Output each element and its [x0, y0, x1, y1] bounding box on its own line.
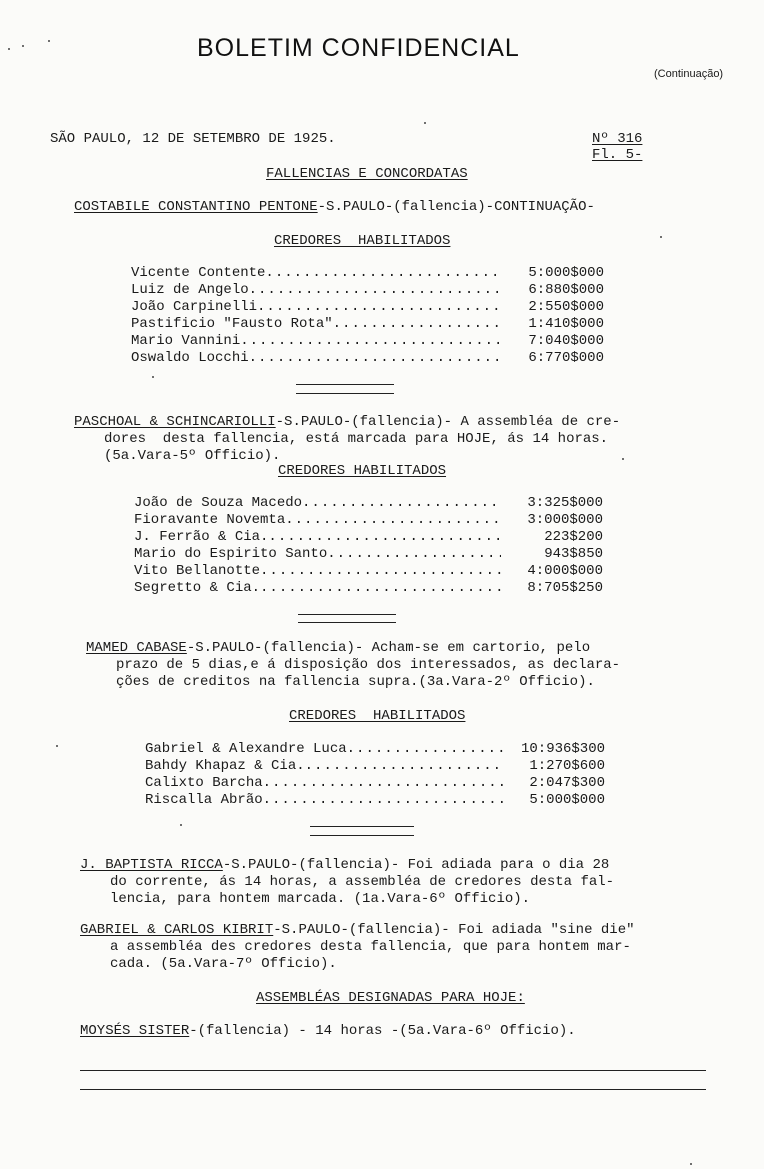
document-title: BOLETIM CONFIDENCIAL — [197, 34, 520, 62]
scan-speck — [56, 745, 58, 747]
case-heading — [86, 640, 590, 657]
creditor-amount: 6:880$000 — [528, 282, 604, 298]
creditor-amount: 4:000$000 — [527, 563, 603, 579]
creditor-amount: 5:000$000 — [529, 792, 605, 808]
scan-speck — [622, 458, 624, 460]
creditor-name: Vicente Contente — [131, 265, 266, 281]
creditor-name: Fioravante Novemta — [134, 512, 286, 528]
case-text-line: cada. (5a.Vara-7º Officio). — [110, 956, 337, 972]
creditor-row — [134, 529, 603, 546]
case-text-line: lencia, para hontem marcada. (1a.Vara-6º Officio). — [110, 891, 531, 907]
scan-speck — [424, 122, 426, 124]
divider — [298, 622, 396, 623]
case-heading-text: -S.PAULO-(fallencia)- Acham-se em cartorio, pelo — [186, 640, 591, 656]
creditor-amount: 2:550$000 — [528, 299, 604, 315]
divider — [296, 393, 394, 394]
section-title: FALLENCIAS E CONCORDATAS — [266, 166, 468, 182]
creditor-amount: 5:000$000 — [528, 265, 604, 281]
case-text-line: do corrente, ás 14 horas, a assembléa de credores desta fal- — [110, 874, 615, 890]
case-heading — [74, 414, 620, 431]
assembly-text: -(fallencia) - 14 horas -(5a.Vara-6º Officio). — [189, 1023, 576, 1039]
creditor-amount: 3:000$000 — [527, 512, 603, 528]
date-line: SÃO PAULO, 12 DE SETEMBRO DE 1925. — [50, 131, 336, 147]
case-text-line: a assembléa des credores desta fallencia, que para hontem mar- — [110, 939, 631, 955]
creditor-row — [131, 299, 604, 316]
assembly-name: MOYSÉS SISTER — [80, 1023, 190, 1039]
creditor-name: João de Souza Macedo — [134, 495, 303, 511]
case-name: MAMED CABASE — [86, 640, 187, 656]
creditor-amount: 8:705$250 — [527, 580, 603, 596]
creditor-name: Segretto & Cia. — [134, 580, 261, 596]
creditor-row — [131, 265, 604, 282]
creditor-amount: 3:325$000 — [527, 495, 603, 511]
assemblies-title: ASSEMBLÉAS DESIGNADAS PARA HOJE: — [256, 990, 525, 1006]
scan-speck — [48, 40, 50, 42]
case-heading — [80, 922, 635, 939]
case-heading-text: -S.PAULO-(fallencia)- Foi adiada para o dia 28 — [222, 857, 610, 873]
creditor-amount: 10:936$300 — [520, 741, 605, 757]
creditor-name: J. Ferrão & Cia. — [134, 529, 269, 545]
case-text-line: ções de creditos na fallencia supra.(3a.Vara-2º Officio). — [116, 674, 595, 690]
creditor-name: Vito Bellanotte — [134, 563, 261, 579]
creditor-row — [134, 563, 603, 580]
creditor-row — [131, 282, 604, 299]
creditor-name: Luiz de Angelo — [131, 282, 249, 298]
creditor-row — [131, 333, 604, 350]
creditor-name: João Carpinelli — [131, 299, 258, 315]
scan-speck — [660, 236, 662, 238]
creditors-title: CREDORES HABILITADOS — [289, 708, 466, 724]
closing-rule — [80, 1089, 706, 1090]
divider — [296, 384, 394, 385]
case-text-line: prazo de 5 dias,e á disposição dos interessados, as declara- — [116, 657, 621, 673]
creditor-row — [145, 792, 605, 809]
sheet-number: Fl. 5- — [592, 147, 643, 163]
case-text-line: (5a.Vara-5º Officio). — [104, 448, 281, 464]
case-name: J. BAPTISTA RICCA — [80, 857, 223, 873]
creditor-row — [134, 512, 603, 529]
divider — [298, 614, 396, 615]
creditor-row — [134, 580, 603, 597]
creditor-name: Riscalla Abrão — [145, 792, 263, 808]
creditor-name: Oswaldo Locchi — [131, 350, 249, 366]
creditor-amount: 7:040$000 — [528, 333, 604, 349]
closing-rule — [80, 1070, 706, 1071]
creditor-name: Mario do Espirito Santo — [134, 546, 328, 562]
creditor-name: Calixto Barcha — [145, 775, 263, 791]
creditor-row — [145, 741, 605, 758]
creditor-row — [145, 775, 605, 792]
creditors-title: CREDORES HABILITADOS — [274, 233, 451, 249]
bulletin-number: Nº 316 — [592, 131, 643, 147]
creditor-row — [134, 495, 603, 512]
creditor-name: Mario Vannini — [131, 333, 241, 349]
case-heading-text: -S.PAULO-(fallencia)- Foi adiada "sine die" — [273, 922, 635, 938]
continuation-note: (Continuação) — [654, 68, 724, 80]
case-name: PASCHOAL & SCHINCARIOLLI — [74, 414, 276, 430]
case-heading — [80, 857, 609, 874]
case-heading-text: -S.PAULO-(fallencia)- A assembléa de cre- — [275, 414, 621, 430]
case-name: GABRIEL & CARLOS KIBRIT — [80, 922, 274, 938]
scan-speck — [152, 376, 154, 378]
divider — [310, 835, 414, 836]
creditor-amount: 2:047$300 — [529, 775, 605, 791]
case-name: COSTABILE CONSTANTINO PENTONE — [74, 199, 318, 215]
creditor-row — [145, 758, 605, 775]
creditor-name: Gabriel & Alexandre Luca — [145, 741, 347, 757]
creditor-amount: 1:270$600 — [529, 758, 605, 774]
case-heading — [74, 199, 595, 216]
scan-speck — [180, 824, 182, 826]
creditor-amount: 6:770$000 — [528, 350, 604, 366]
case-text-line: dores desta fallencia, está marcada para HOJE, ás 14 horas. — [104, 431, 609, 447]
creditor-name: Bahdy Khapaz & Cia. — [145, 758, 305, 774]
creditor-row — [134, 546, 603, 563]
creditor-amount: 223$200 — [544, 529, 603, 545]
scan-speck — [8, 48, 10, 50]
case-heading-text: -S.PAULO-(fallencia)-CONTINUAÇÃO- — [317, 199, 595, 215]
creditor-name: Pastificio "Fausto Rota" — [131, 316, 333, 332]
creditor-amount: 1:410$000 — [528, 316, 604, 332]
assembly-item — [80, 1023, 576, 1040]
creditor-amount: 943$850 — [544, 546, 603, 562]
creditors-title: CREDORES HABILITADOS — [278, 463, 447, 479]
creditor-row — [131, 316, 604, 333]
scan-speck — [690, 1163, 692, 1165]
creditor-row — [131, 350, 604, 367]
scan-speck — [22, 45, 24, 47]
divider — [310, 826, 414, 827]
